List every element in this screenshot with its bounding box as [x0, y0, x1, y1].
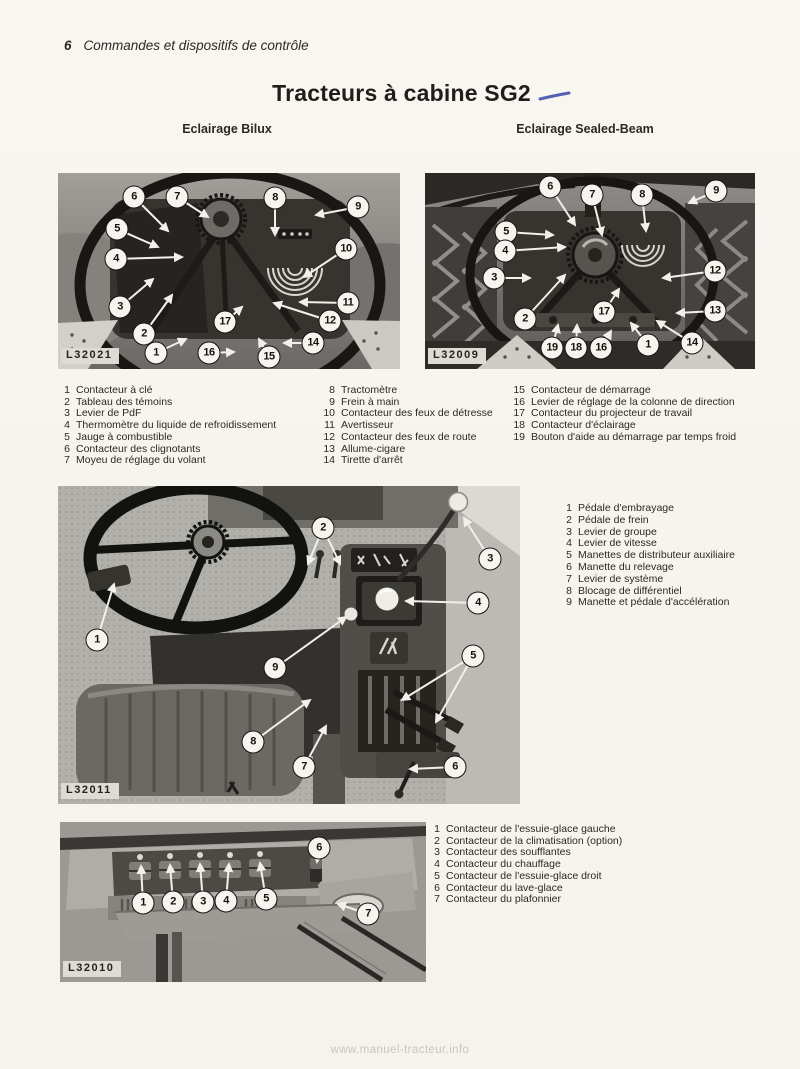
callout-badge: 11	[337, 292, 360, 315]
callout-badge: 5	[462, 645, 485, 668]
callout-badge: 7	[581, 184, 604, 207]
legend-text: Manette du relevage	[578, 560, 674, 573]
legend-cab	[560, 503, 735, 609]
legend-text: Contacteur de l'essuie-glace gauche	[446, 823, 616, 835]
legend-item	[318, 432, 493, 444]
callout-badge: 8	[242, 731, 265, 754]
legend-item	[58, 432, 276, 444]
legend-item	[58, 455, 276, 467]
legend-text: Bouton d'aide au démarrage par temps froid	[531, 430, 737, 443]
legend-number: 7	[434, 893, 440, 906]
legend-number: 3	[566, 525, 572, 538]
legend-item	[58, 385, 276, 397]
legend-number: 2	[566, 513, 572, 526]
legend-text: Contacteur du projecteur de travail	[531, 407, 693, 420]
legend-number: 5	[64, 430, 70, 443]
legend-text: Pédale d'embrayage	[578, 502, 674, 514]
legend-text: Levier de système	[578, 572, 664, 585]
legend-text: Contacteur d'éclairage	[531, 419, 636, 432]
legend-text: Blocage de différentiel	[578, 584, 682, 597]
legend-number: 19	[513, 430, 525, 443]
callout-badge: 5	[255, 888, 278, 911]
legend-number: 12	[323, 430, 335, 443]
legend-text: Contacteur du lave-glace	[446, 881, 563, 894]
photo-label: L32021	[61, 348, 119, 364]
legend-number: 4	[64, 419, 70, 432]
legend-dashboard-col2	[318, 385, 493, 467]
legend-text: Moyeu de réglage du volant	[76, 454, 206, 467]
callout-badge: 13	[704, 300, 727, 323]
legend-dashboard-col3	[508, 385, 736, 444]
legend-number: 10	[323, 407, 335, 420]
legend-text: Levier de réglage de la colonne de direction	[531, 395, 735, 408]
photo-cab-interior	[58, 486, 520, 804]
legend-text: Levier de PdF	[76, 407, 142, 420]
legend-dashboard-col1	[58, 385, 276, 467]
callout-badge: 9	[264, 657, 287, 680]
title-row	[22, 80, 800, 107]
callout-badge: 18	[565, 337, 588, 360]
legend-text: Manettes de distributeur auxiliaire	[578, 549, 735, 562]
callout-badge: 16	[590, 337, 613, 360]
legend-number: 16	[513, 395, 525, 408]
legend-text: Thermomètre du liquide de refroidissement	[76, 419, 277, 432]
callout-badge: 8	[631, 184, 654, 207]
legend-number: 6	[64, 442, 70, 455]
legend-text: Contacteur des clignotants	[76, 442, 201, 455]
callout-badge: 5	[495, 221, 518, 244]
legend-number: 18	[513, 419, 525, 432]
legend-number: 8	[566, 584, 572, 597]
callout-badge: 6	[539, 176, 562, 199]
callout-badge: 8	[264, 187, 287, 210]
callout-badge: 4	[494, 240, 517, 263]
callout-badge: 10	[335, 238, 358, 261]
callout-badge: 17	[593, 301, 616, 324]
legend-number: 14	[323, 454, 335, 467]
callout-badge: 19	[541, 337, 564, 360]
photo-dashboard-bilux	[58, 173, 400, 369]
callout-badge: 4	[215, 890, 238, 913]
legend-item	[508, 385, 736, 397]
legend-number: 2	[64, 395, 70, 408]
legend-text: Contacteur du chauffage	[446, 858, 561, 871]
callout-badge: 2	[133, 323, 156, 346]
callout-badge: 6	[444, 756, 467, 779]
legend-item	[428, 824, 622, 836]
legend-roof	[428, 824, 622, 906]
legend-number: 2	[434, 834, 440, 847]
legend-item	[428, 871, 622, 883]
pen-stroke	[540, 93, 569, 99]
callout-badge: 1	[132, 892, 155, 915]
legend-number: 7	[64, 454, 70, 467]
photo-label: L32010	[63, 961, 121, 977]
heading-sealed-beam: Eclairage Sealed-Beam	[516, 122, 654, 136]
legend-number: 1	[566, 502, 572, 514]
legend-text: Jauge à combustible	[76, 430, 173, 443]
footer-url: www.manuel-tracteur.info	[330, 1044, 470, 1056]
callout-badge: 7	[166, 186, 189, 209]
legend-text: Levier de groupe	[578, 525, 657, 538]
pen-mark-icon	[538, 89, 572, 103]
legend-number: 6	[434, 881, 440, 894]
callout-badge: 4	[467, 592, 490, 615]
page-number: 6	[64, 38, 72, 53]
legend-number: 9	[329, 395, 335, 408]
legend-item	[318, 455, 493, 467]
legend-text: Contacteur du plafonnier	[446, 893, 561, 906]
callout-badge: 3	[483, 267, 506, 290]
legend-text: Levier de vitesse	[578, 537, 657, 550]
legend-number: 3	[434, 846, 440, 859]
legend-text: Tirette d'arrêt	[341, 454, 403, 467]
callout-badge: 7	[293, 756, 316, 779]
legend-number: 5	[434, 869, 440, 882]
callout-badge: 9	[705, 180, 728, 203]
photo-dashboard-sealed-beam	[425, 173, 755, 369]
callout-badge: 2	[514, 308, 537, 331]
callout-badge: 1	[86, 629, 109, 652]
callout-badge: 1	[145, 342, 168, 365]
callout-badge: 1	[637, 334, 660, 357]
callout-badge: 2	[162, 891, 185, 914]
legend-number: 13	[323, 442, 335, 455]
heading-bilux: Eclairage Bilux	[182, 122, 272, 136]
callout-badge: 3	[479, 548, 502, 571]
photo-label: L32009	[428, 348, 486, 364]
legend-number: 1	[434, 823, 440, 835]
photo-label: L32011	[61, 783, 119, 799]
legend-text: Contacteur à clé	[76, 384, 153, 396]
legend-text: Contacteur des soufflantes	[446, 846, 571, 859]
callout-badge: 2	[312, 517, 335, 540]
legend-number: 11	[324, 419, 335, 432]
legend-number: 7	[566, 572, 572, 585]
legend-item	[318, 385, 493, 397]
page-header	[64, 38, 309, 53]
legend-item	[560, 515, 735, 527]
legend-item	[428, 894, 622, 906]
legend-text: Contacteur des feux de route	[341, 430, 477, 443]
legend-text: Pédale de frein	[578, 513, 649, 526]
legend-item	[560, 574, 735, 586]
legend-text: Contacteur des feux de détresse	[341, 407, 493, 420]
callout-badge: 14	[302, 332, 325, 355]
legend-item	[560, 597, 735, 609]
chapter-title: Commandes et dispositifs de contrôle	[83, 38, 309, 53]
legend-number: 9	[566, 596, 572, 609]
callout-badge: 3	[192, 891, 215, 914]
legend-number: 5	[566, 549, 572, 562]
callout-badge: 12	[319, 310, 342, 333]
callout-badge: 14	[681, 332, 704, 355]
legend-text: Contacteur de l'essuie-glace droit	[446, 869, 602, 882]
callout-badge: 5	[106, 218, 129, 241]
legend-text: Frein à main	[341, 395, 400, 408]
callout-badge: 17	[214, 311, 237, 334]
callout-badge: 9	[347, 196, 370, 219]
legend-number: 4	[566, 537, 572, 550]
callout-badge: 3	[109, 296, 132, 319]
legend-number: 1	[64, 384, 70, 396]
callout-badge: 4	[105, 248, 128, 271]
legend-number: 17	[513, 407, 525, 420]
legend-text: Avertisseur	[341, 419, 394, 432]
photo-roof-console	[60, 822, 426, 982]
legend-text: Tableau des témoins	[76, 395, 173, 408]
legend-text: Manette et pédale d'accélération	[578, 596, 730, 609]
legend-text: Contacteur de démarrage	[531, 384, 651, 396]
legend-number: 8	[329, 384, 335, 396]
legend-item	[508, 432, 736, 444]
callout-badge: 6	[308, 837, 331, 860]
legend-text: Tractomètre	[341, 384, 398, 396]
legend-number: 4	[434, 858, 440, 871]
callout-badge: 15	[258, 346, 281, 369]
callout-badge: 6	[123, 186, 146, 209]
legend-number: 6	[566, 560, 572, 573]
page-title: Tracteurs à cabine SG2	[272, 80, 531, 106]
legend-item	[560, 562, 735, 574]
callout-badge: 7	[357, 903, 380, 926]
callout-badge: 16	[198, 342, 221, 365]
callout-badge: 12	[704, 260, 727, 283]
legend-number: 15	[513, 384, 525, 396]
legend-text: Allume-cigare	[341, 442, 406, 455]
legend-number: 3	[64, 407, 70, 420]
legend-text: Contacteur de la climatisation (option)	[446, 834, 623, 847]
